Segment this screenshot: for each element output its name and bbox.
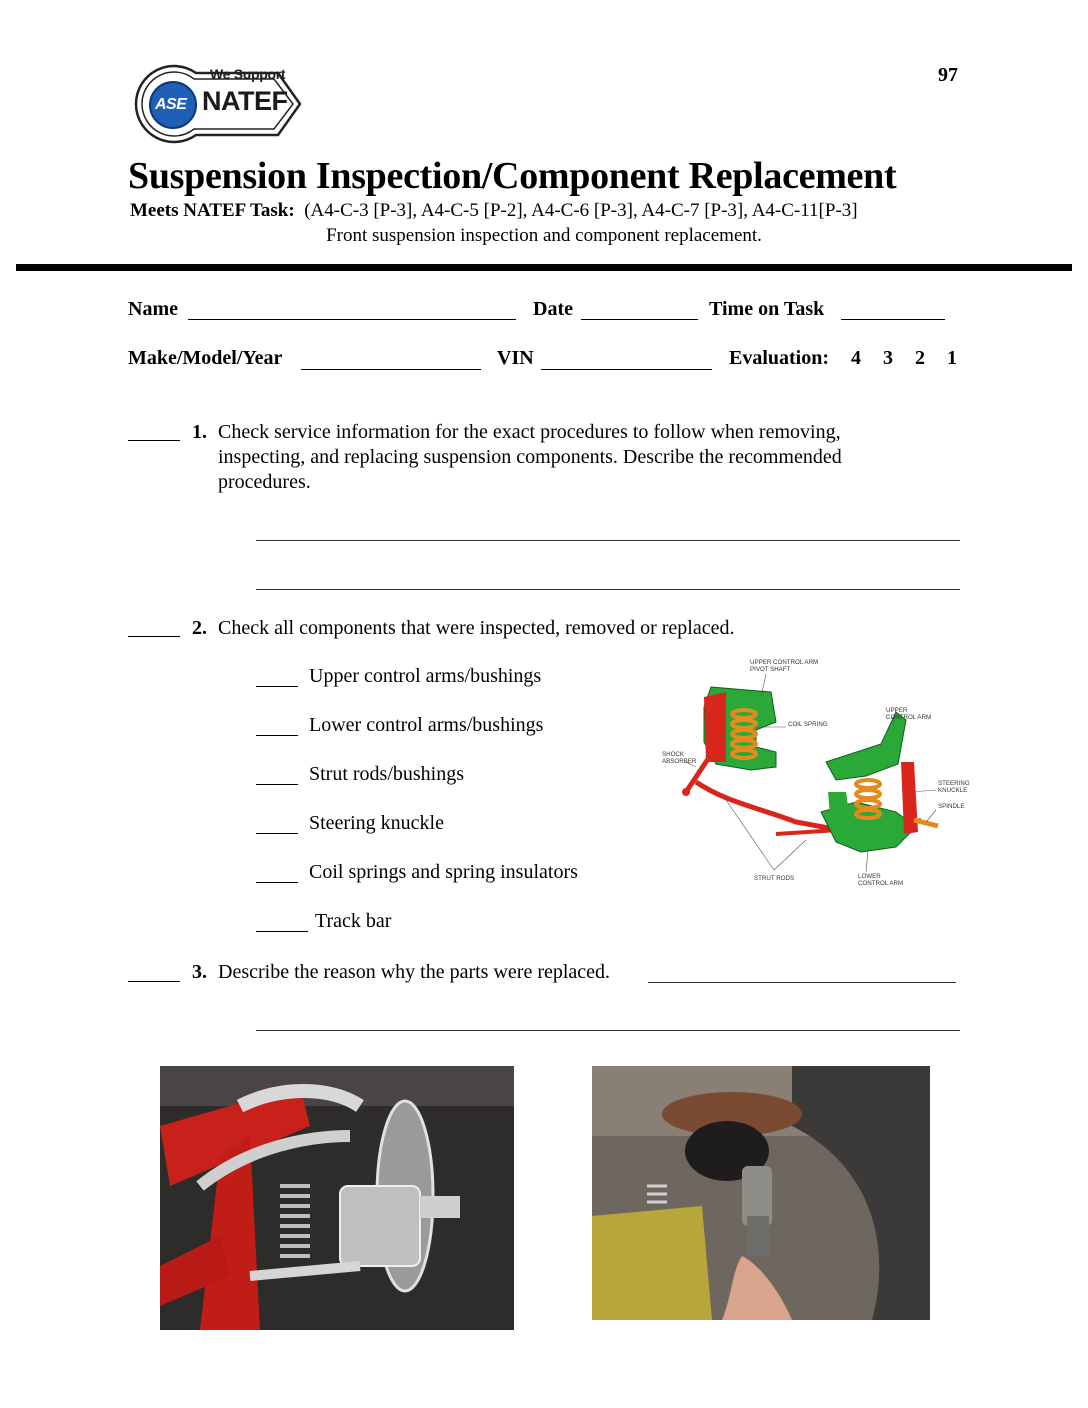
label-spindle: SPINDLE [938, 803, 965, 810]
checklist-blank-coil-springs[interactable] [256, 882, 298, 883]
header-divider [16, 264, 1072, 271]
vin-label: VIN [497, 347, 534, 369]
logo-natef-text: NATEF [202, 86, 288, 116]
label-lower-arm-2: CONTROL ARM [858, 880, 904, 887]
subtitle: Front suspension inspection and component replacement. [326, 225, 762, 246]
date-label: Date [533, 298, 573, 320]
item-3-text: Describe the reason why the parts were replaced. [218, 961, 611, 983]
make-model-year-field[interactable] [301, 369, 481, 370]
vin-field[interactable] [541, 369, 712, 370]
label-upper-pivot-2: PIVOT SHAFT [750, 666, 791, 673]
label-coil-spring: COIL SPRING [788, 721, 828, 728]
item-2-text: Check all components that were inspected, removed or replaced. [218, 617, 735, 639]
checklist-blank-steering-knuckle[interactable] [256, 833, 298, 834]
task-label: Meets NATEF Task: [130, 200, 295, 221]
label-upper-pivot-1: UPPER CONTROL ARM [750, 659, 819, 666]
page-number: 97 [938, 64, 958, 86]
item-2-check-blank[interactable] [128, 636, 180, 637]
checklist-blank-strut-rods[interactable] [256, 784, 298, 785]
checklist-upper-arms: Upper control arms/bushings [309, 665, 542, 687]
checklist-coil-springs: Coil springs and spring insulators [309, 861, 578, 883]
label-shock-1: SHOCK [662, 751, 685, 758]
name-field[interactable] [188, 319, 516, 320]
item-1-check-blank[interactable] [128, 440, 180, 441]
item-1-number: 1. [192, 421, 207, 443]
evaluation-label: Evaluation: [729, 347, 830, 369]
evaluation-score-1[interactable]: 1 [947, 347, 957, 369]
label-lower-arm-1: LOWER [858, 873, 881, 880]
item-3-answer-line-2[interactable] [256, 1030, 960, 1031]
task-codes: (A4-C-3 [P-3], A4-C-5 [P-2], A4-C-6 [P-3], A4-C-7 [P-3], A4-C-11[P-3] [304, 200, 858, 221]
evaluation-score-4[interactable]: 4 [851, 347, 861, 369]
checklist-blank-lower-arms[interactable] [256, 735, 298, 736]
label-upper-arm-1: UPPER [886, 707, 908, 714]
label-strut-rods: STRUT RODS [754, 875, 795, 882]
item-3-check-blank[interactable] [128, 981, 180, 982]
label-shock-2: ABSORBER [662, 758, 697, 765]
evaluation-score-2[interactable]: 2 [915, 347, 925, 369]
task-line [130, 200, 858, 222]
item-1-answer-line-2[interactable] [256, 589, 960, 590]
logo-tagline: We Support [210, 66, 286, 82]
page-title: Suspension Inspection/Component Replacement [128, 155, 897, 197]
checklist-blank-track-bar[interactable] [256, 931, 308, 932]
label-upper-arm-2: CONTROL ARM [886, 714, 932, 721]
suspension-diagram [656, 652, 974, 892]
checklist-steering-knuckle: Steering knuckle [309, 812, 444, 834]
label-steering-knuckle-2: KNUCKLE [938, 787, 968, 794]
label-steering-knuckle-1: STEERING [938, 780, 970, 787]
item-1-text: Check service information for the exact procedures to follow when removing, inspecting, and replacing suspension components. Describe the recommended procedures. [218, 421, 842, 493]
item-3-answer-line-1[interactable] [648, 982, 956, 983]
natef-logo [128, 58, 304, 150]
time-on-task-field[interactable] [841, 319, 945, 320]
time-on-task-label: Time on Task [709, 298, 825, 320]
checklist-blank-upper-arms[interactable] [256, 686, 298, 687]
checklist-track-bar: Track bar [315, 910, 392, 932]
date-field[interactable] [581, 319, 698, 320]
photo-ball-joint [592, 1066, 930, 1320]
name-label: Name [128, 298, 178, 320]
item-2-number: 2. [192, 617, 207, 639]
photo-control-arm-assembly [160, 1066, 514, 1330]
ase-badge-text: ASE [155, 96, 187, 113]
make-model-year-label: Make/Model/Year [128, 347, 283, 369]
evaluation-score-3[interactable]: 3 [883, 347, 893, 369]
checklist-strut-rods: Strut rods/bushings [309, 763, 465, 785]
item-3-number: 3. [192, 961, 207, 983]
checklist-lower-arms: Lower control arms/bushings [309, 714, 544, 736]
item-1-answer-line-1[interactable] [256, 540, 960, 541]
